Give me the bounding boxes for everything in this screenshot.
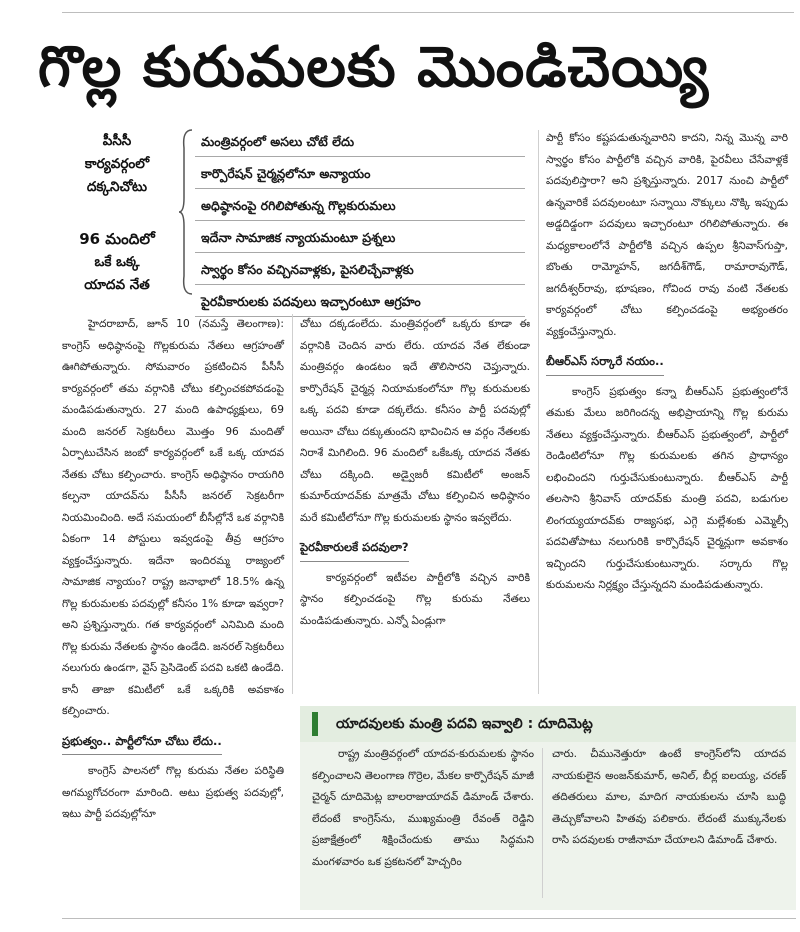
sidebar-story-title: యాదవులకు మంత్రి పదవి ఇవ్వాలి : దూదిమెట్ల bbox=[300, 706, 796, 742]
brace-divider bbox=[178, 128, 194, 296]
sidebar-box-count bbox=[62, 228, 172, 297]
sidebar-count-line: ఒకే ఒక్క bbox=[94, 254, 140, 270]
subheading: పైరవీకారులకే పదవులా? bbox=[300, 537, 409, 562]
highlight-item: మంత్రివర్గంలో అసలు చోటే లేదు bbox=[195, 130, 525, 157]
sidebar-kicker-line: దక్కనిచోటు bbox=[86, 179, 148, 195]
highlight-item: కార్పొరేషన్ చైర్మన్లలోనూ అన్యాయం bbox=[195, 162, 525, 189]
paragraph: చారు. చీమునెత్తురూ ఉంటే కాంగ్రెస్‌లోని యాదవ నాయకులైన అంజన్‌కుమార్, అనిల్, బీర్ల ఐలయ్య, చరణ్ తదితరులు మాల, మాదిగ నాయకులను చూసి బుద్ధి తెచ్చుకోవాలని హితవు పలికారు. లేదంటే ముక్కునేలకు రాసి పదవులకు రాజీనామా చేయాలని డిమాండ్ చేశారు. bbox=[552, 748, 786, 846]
paragraph: హైదరాబాద్, జూన్ 10 (నమస్తే తెలంగాణ): కాంగ్రెస్ అధిష్ఠానంపై గొల్లకురుమ నేతలు ఆగ్రహంతో ఊగిపోతున్నారు. సోమవారం ప్రకటించిన పీసీసీ కార్యవర్గంలో తమ వర్గానికి చోటు కల్పించకపోవడంపై మండిపడుతున్నారు. 27 మంది ఉపాధ్యక్షులు, 69 మంది జనరల్ సెక్రటరీలు మొత్తం 96 మందితో ఏర్పాటుచేసిన జంబో కార్యవర్గంలో ఒకే ఒక్క యాదవ నేతకు చోటు కల్పించారు. కాంగ్రెస్ అధిష్ఠానం రాయగిరి కల్పనా యాదవ్‌ను పీసీసీ జనరల్ సెక్రటరీగా నియమించింది. అదే సమయంలో బీసీల్లోనే ఒక వర్గానికి ఏకంగా 14 పోస్టులు ఇవ్వడంపై తీవ్ర ఆగ్రహం వ్యక్తంచేస్తున్నారు. ఇదేనా ఇందిరమ్మ రాజ్యంలో సామాజిక న్యాయం? రాష్ట్ర జనాభాలో 18.5% ఉన్న గొల్ల కురుమలకు పదవుల్లో కనీసం 1% కూడా ఇవ్వరా? అని ప్రశ్నిస్తున్నారు. గత కార్యవర్గంలో ఎనిమిది మంది గొల్ల కురుమ నేతలకు స్థానం ఉండేది. జనరల్ సెక్రటరీలు నలుగురు ఉండగా, వైస్ ప్రెసిడెంట్ పదవి ఒకటి ఉండేది. కానీ తాజా కమిటీలో ఒకే ఒక్కరికి అవకాశం కల్పించారు. bbox=[62, 318, 285, 717]
paragraph: కాంగ్రెస్ ప్రభుత్వం కన్నా బీఆర్‌ఎస్ ప్రభుత్వంలోనే తమకు మేలు జరిగిందన్న అభిప్రాయాన్ని గొల్ల కురుమ నేతలు వ్యక్తంచేస్తున్నారు. బీఆర్‌ఎస్ ప్రభుత్వంలో, పార్టీలో రెండింటిలోనూ గొల్ల కురుమలకు తగిన ప్రాధాన్యం లభించిందని గుర్తుచేసుకుంటున్నారు. బీఆర్‌ఎస్ పార్టీ తలసాని శ్రీనివాస్ యాదవ్‌కు మంత్రి పదవి, బడుగుల లింగయ్యయాదవ్‌కు రాజ్యసభ, ఎగ్గె మల్లేశంకు ఎమ్మెల్సీ పదవితోపాటు నలుగురికి కార్పొరేషన్ చైర్మన్లుగా అవకాశం ఇచ్చిందని గుర్తుచేసుకుంటున్నారు. సర్కారు గొల్ల కురుమలను నిర్లక్ష్యం చేస్తున్నదని మండిపడుతున్నారు. bbox=[546, 385, 788, 591]
paragraph: కార్యవర్గంలో ఇటీవల పార్టీలోకి వచ్చిన వారికి స్థానం కల్పించడంపై గొల్ల కురుమ నేతలు మండిపడుతున్నారు. ఎన్నో ఏండ్లుగా bbox=[300, 571, 530, 627]
highlight-item: పైరవీకారులకు పదవులు ఇచ్చారంటూ ఆగ్రహం bbox=[195, 290, 525, 317]
highlights-list bbox=[195, 130, 525, 322]
headline: గొల్ల కురుమలకు మొండిచెయ్యి bbox=[38, 35, 710, 100]
article-column-2 bbox=[300, 314, 530, 632]
sidebar-kicker-line: కార్యవర్గంలో bbox=[84, 156, 150, 172]
title-accent-bar bbox=[312, 712, 318, 736]
sidebar-kicker-line: పీసీసీ bbox=[102, 133, 132, 149]
column-divider bbox=[538, 130, 539, 694]
sidebar-story-column-2 bbox=[552, 744, 786, 852]
column-divider bbox=[542, 748, 543, 898]
article-column-3 bbox=[546, 128, 788, 597]
column-divider bbox=[292, 314, 293, 694]
article-column-1 bbox=[62, 314, 284, 826]
top-rule bbox=[62, 12, 794, 13]
highlight-item: అధిష్ఠానంపై రగిలిపోతున్న గొల్లకురుమలు bbox=[195, 194, 525, 221]
paragraph: కాంగ్రెస్ పాలనలో గొల్ల కురుమ నేతల పరిస్థితి అగమ్యగోచరంగా మారింది. అటు ప్రభుత్వ పదవుల్లో, ఇటు పార్టీ పదవుల్లోనూ bbox=[62, 765, 284, 820]
sidebar-story-box bbox=[300, 742, 796, 910]
subheading: ప్రభుత్వం.. పార్టీలోనూ చోటు లేదు.. bbox=[62, 731, 222, 756]
highlight-item: ఇదేనా సామాజిక న్యాయమంటూ ప్రశ్నలు bbox=[195, 226, 525, 253]
paragraph: రాష్ట్ర మంత్రివర్గంలో యాదవ-కురుమలకు స్థానం కల్పించాలని తెలంగాణ గొర్రెల, మేకల కార్పొరేషన్ మాజీ చైర్మన్ దూదిమెట్ల బాలరాజుయాదవ్ డిమాండ్ చేశారు. లేదంటే కాంగ్రెస్‌ను, ముఖ్యమంత్రి రేవంత్ రెడ్డిని ప్రజాక్షేత్రంలో శిక్షించేందుకు తాము సిద్ధమని మంగళవారం ఒక ప్రకటనలో హెచ్చరిం bbox=[312, 748, 534, 868]
sidebar-story-column-1 bbox=[312, 744, 534, 873]
sidebar-count-line: యాదవ నేత bbox=[84, 277, 150, 293]
sidebar-box-kicker bbox=[62, 130, 172, 199]
paragraph: పార్టీ కోసం కష్టపడుతున్నవారిని కాదని, నిన్న మొన్న వారి స్వార్థం కోసం పార్టీలోకి వచ్చిన వారికి, పైరవీలు చేసేవాళ్లకే పదవులిస్తారా? అని ప్రశ్నిస్తున్నారు. 2017 నుంచి పార్టీలో ఉన్నవారికే పదవులంటూ సన్నాయి నొక్కులు నొక్కి ఇప్పుడు అడ్డదిడ్డంగా పదవులు ఇచ్చారంటూ రగిలిపోతున్నారు. ఈ మధ్యకాలంలోనే పార్టీలోకి వచ్చిన ఉప్పల శ్రీనివాస్‌గుప్తా, బొంతు రామ్మోహన్, జగదీశ్‌గౌడ్, రామారావుగౌడ్, జగదీశ్వర్‌రావు, భూషణం, గోవింద రావు వంటి నేతలకు కార్యవర్గంలో చోటు కల్పించడంపై అభ్యంతరం వ్యక్తంచేస్తున్నారు. bbox=[546, 132, 788, 338]
paragraph: చోటు దక్కడంలేదు. మంత్రివర్గంలో ఒక్కరు కూడా ఈ వర్గానికి చెందిన వారు లేరు. యాదవ నేత లేకుండా మంత్రివర్గం ఉండటం ఇదే తొలిసారని చెప్తున్నారు. కార్పొరేషన్ చైర్మన్ల నియామకంలోనూ గొల్ల కురుమలకు ఒక్క పదవి కూడా దక్కలేదు. కనీసం పార్టీ పదవుల్లో అయినా చోటు దక్కుతుందని భావించిన ఆ వర్గం నేతలకు నిరాశే మిగిలింది. 96 మందిలో ఒకేఒక్క యాదవ నేతకు చోటు దక్కింది. అడ్వైజరీ కమిటీలో అంజన్ కుమార్‌యాదవ్‌కు మాత్రమే చోటు కల్పించిన అధిష్ఠానం మరే కమిటీలోనూ గొల్ల కురుమలకు స్థానం ఇవ్వలేదు. bbox=[300, 318, 530, 524]
bottom-rule bbox=[62, 918, 796, 919]
subheading: బీఆర్‌ఎస్ సర్కారే నయం.. bbox=[546, 351, 664, 376]
highlight-item: స్వార్థం కోసం వచ్చినవాళ్లకు, పైసలిచ్చేవాళ్లకు bbox=[195, 258, 525, 285]
sidebar-count-line: 96 మందిలో bbox=[79, 230, 155, 248]
